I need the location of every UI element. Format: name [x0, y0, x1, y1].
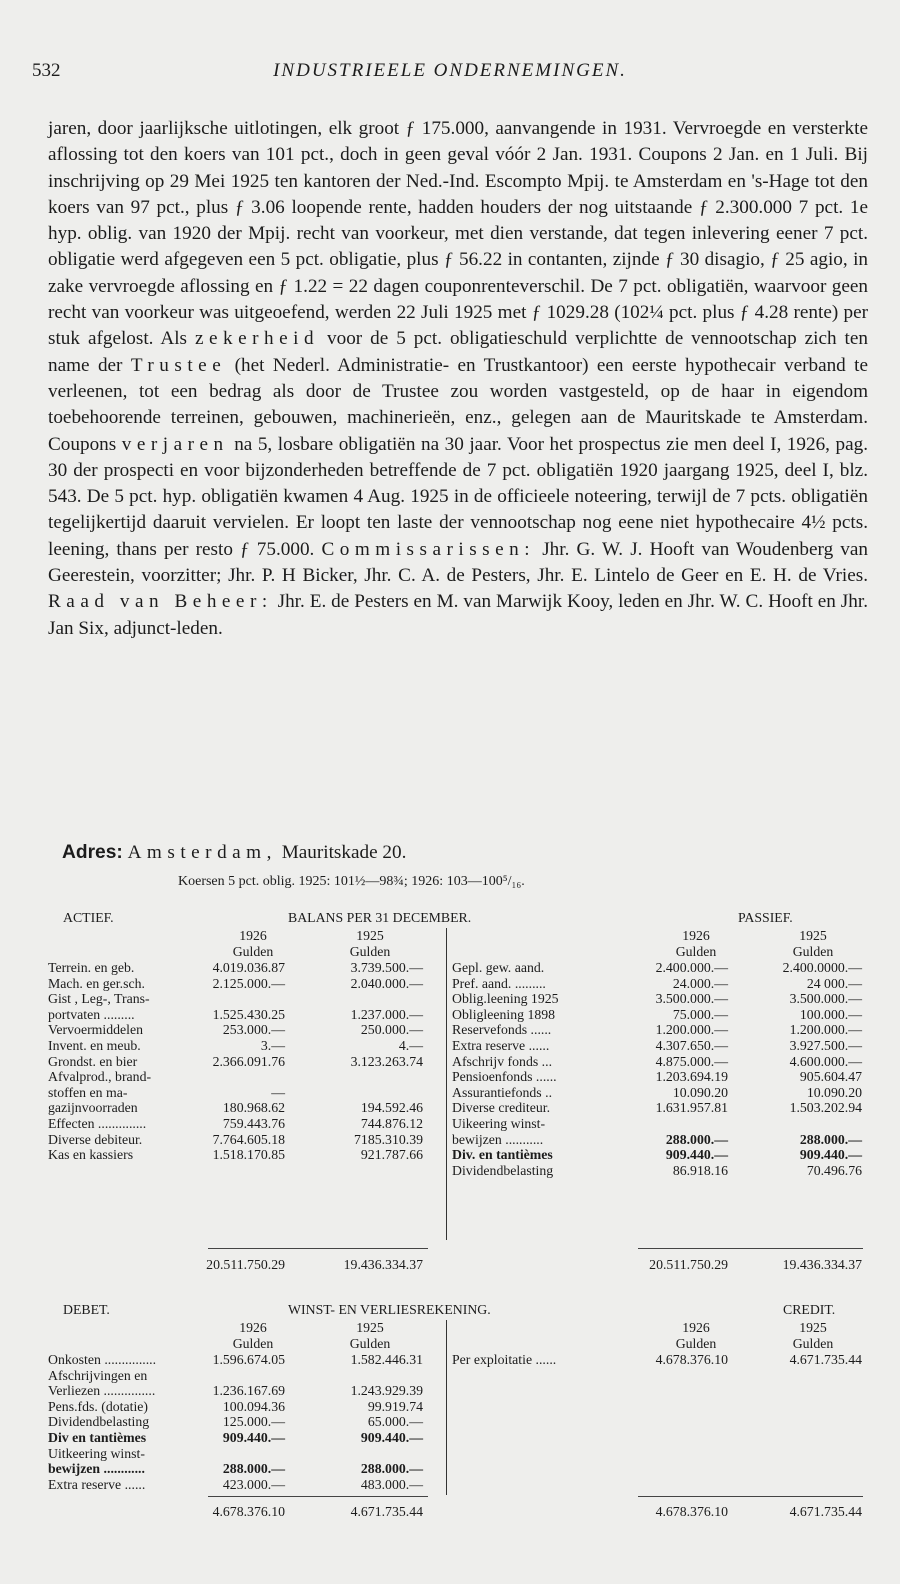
table-row-label: stoffen en ma- — [48, 1084, 128, 1100]
table-cell-value: 250.000.— — [360, 1022, 423, 1038]
table-cell-value: 483.000.— — [360, 1476, 423, 1492]
table-cell-value: 921.787.66 — [360, 1147, 423, 1163]
table-row-label: Gepl. gew. aand. — [452, 960, 545, 975]
table-row-label: Dividendbelasting — [452, 1162, 554, 1178]
year-column-header — [758, 928, 868, 959]
currency-label: Gulden — [349, 1335, 391, 1351]
table-cell-value: 3.500.000.— — [655, 991, 728, 1007]
page-header — [32, 60, 868, 90]
year-column-header — [646, 1320, 746, 1351]
table-cell-value: 909.440.— — [665, 1147, 728, 1163]
table-cell-value: 4.678.376.10 — [655, 1352, 728, 1367]
table-cell-value — [188, 991, 285, 1007]
year-column-header — [203, 928, 303, 959]
year-column-header — [320, 928, 420, 959]
credit-heading: CREDIT. — [783, 1302, 836, 1317]
table-cell-value: 99.919.74 — [367, 1398, 423, 1414]
spaced-term-trustee: Trustee — [130, 354, 227, 376]
actief-labels — [48, 960, 198, 1163]
table-cell-value — [738, 1116, 862, 1132]
table-cell-value: 1.243.929.39 — [350, 1383, 423, 1399]
body-text-5: Jhr. G. W. J. Hooft van Woudenberg van Geerestein, voorzitter; Jhr. P. H Bicker, Jhr. C. A. de Pesters, Jhr. E. Lintelo de Geer en E. H. de Vries. — [48, 538, 869, 587]
table-cell-value: 288.000.— — [360, 1461, 423, 1477]
table-cell-value: 75.000.— — [672, 1006, 728, 1022]
table-cell-value: 2.366.091.76 — [212, 1053, 285, 1069]
table-row-label: Uikeering winst- — [452, 1115, 546, 1131]
total-credit-1925: 4.671.735.44 — [789, 1504, 862, 1519]
year-column-header — [646, 928, 746, 959]
table-row-label: Diverse debiteur. — [48, 1131, 143, 1147]
table-cell-value: 909.440.— — [799, 1147, 862, 1163]
total-debet-1926: 4.678.376.10 — [212, 1504, 285, 1519]
total-rule-debet — [208, 1496, 428, 1497]
table-cell-value: 1.203.694.19 — [655, 1069, 728, 1085]
table-row-label: bewijzen ............ — [48, 1461, 145, 1477]
table-cell-value: 1.237.000.— — [350, 1006, 423, 1022]
spaced-term-verjaren: verjaren — [121, 433, 229, 455]
table-cell-value: 909.440.— — [222, 1429, 285, 1445]
table-row-label: bewijzen ........... — [452, 1131, 544, 1147]
table-row-label: Oblig.leening 1925 — [452, 991, 559, 1007]
table-cell-value: 2.125.000.— — [212, 975, 285, 991]
debet-1926-values — [188, 1352, 285, 1492]
table-cell-value: 10.090.20 — [806, 1084, 862, 1100]
table-cell-value — [308, 1446, 423, 1462]
table-row-label: Reservefonds ...... — [452, 1022, 552, 1038]
passief-1926-values — [603, 960, 728, 1178]
running-title: INDUSTRIEELE ONDERNEMINGEN. — [273, 60, 627, 81]
year-1925: 1925 — [799, 1320, 827, 1335]
table-cell-value: 1.518.170.85 — [212, 1147, 285, 1163]
spaced-term-raad-van-beheer: Raad van Beheer: — [48, 591, 273, 613]
column-divider — [446, 928, 447, 1240]
table-row-label: Assurantiefonds .. — [452, 1084, 553, 1100]
total-actief-1925: 19.436.334.37 — [343, 1257, 423, 1272]
spaced-term-commissarissen: Commissarissen: — [321, 538, 536, 560]
table-cell-value: 24 000.— — [806, 975, 862, 991]
total-rule-actief — [208, 1248, 428, 1249]
table-row-label: gazijnvoorraden — [48, 1100, 138, 1116]
total-rule-credit — [638, 1496, 863, 1497]
table-row-label: Onkosten ............... — [48, 1352, 157, 1367]
table-cell-value — [188, 1069, 285, 1085]
table-row-label: Pref. aand. ......... — [452, 975, 546, 991]
table-cell-value — [308, 1368, 423, 1384]
year-1925: 1925 — [799, 928, 827, 943]
body-text-1: jaren, door jaarlijksche uitlotingen, elk groot ƒ 175.000, aanvangende in 1931. Vervroegde en versterkte aflossing tot den koers van 101 pct., doch in geen geval vóór 2 Jan. 1931. Coupons 2 Jan. en 1 Juli. Bij inschrijving op 29 Mei 1925 ten kantoren der Ned.-Ind. Escompto Mpij. te Amsterdam en 's-Hage tot den koers van 97 pct., plus ƒ 3.06 loopende rente, hadden houders der nog uitstaande ƒ 2.300.000 7 pct. 1e hyp. oblig. van 1920 der Mpij. recht van voorkeur, met dien verstande, dat tegen inlevering eener 7 pct. obligatie werd afgegeven een 5 pct. obligatie, plus ƒ 56.22 in contanten, zijnde ƒ 30 disagio, ƒ 25 agio, in zake vervroegde aflossing en ƒ 1.22 = 22 dagen couponrenteverschil. De 7 pct. obligatiën, waarvoor geen recht van voorkeur was uitgeoefend, werden 22 Juli 1925 met ƒ 1029.28 (102¼ pct. plus ƒ 4.28 rente) per stuk afgelost. Als — [48, 118, 868, 350]
spaced-term-zekerheid: zekerheid — [194, 328, 320, 350]
currency-label: Gulden — [792, 1335, 834, 1351]
body-text-4: na 5, losbare obligatiën na 30 jaar. Voor het prospectus zie men deel I, 1926, pag. 30 der prospecti en voor bijzonderheden betreffende de 7 pct. obligatiën 1920 jaargang 1925, deel I, blz. 543. De 5 pct. hyp. obligatiën kwamen 4 Aug. 1925 in de officieele noteering, terwijl de 7 pcts. obligatiën tegelijkertijd daaruit vervielen. Er loopt ten laste der vennootschap nog eene niet hypothecaire 4½ pcts. leening, thans per resto ƒ 75.000. — [48, 433, 869, 560]
table-row-label: Mach. en ger.sch. — [48, 975, 145, 991]
currency-label: Gulden — [675, 943, 717, 959]
table-cell-value: 7.764.605.18 — [212, 1131, 285, 1147]
table-cell-value: 3.123.263.74 — [350, 1053, 423, 1069]
credit-labels — [452, 1352, 612, 1368]
table-cell-value: 1.200.000.— — [789, 1022, 862, 1038]
table-row-label: Gist , Leg-, Trans- — [48, 991, 150, 1007]
balance-title: BALANS PER 31 DECEMBER. — [288, 910, 472, 925]
table-row-label: Diverse crediteur. — [452, 1100, 551, 1116]
table-cell-value: 4.875.000.— — [655, 1053, 728, 1069]
table-cell-value — [603, 1116, 728, 1132]
table-cell-value: 100.000.— — [799, 1006, 862, 1022]
table-row-label: Div en tantièmes — [48, 1429, 147, 1445]
table-cell-value: — — [271, 1084, 285, 1100]
year-1926: 1926 — [239, 928, 267, 943]
year-1925: 1925 — [356, 1320, 384, 1335]
address-line — [62, 842, 406, 864]
body-text-2: voor de 5 pct. obligatieschuld verplichtte de vennootschap zich ten name der — [48, 328, 868, 376]
total-debet-1925: 4.671.735.44 — [350, 1504, 423, 1519]
passief-labels — [452, 960, 602, 1178]
table-cell-value: 905.604.47 — [799, 1069, 862, 1085]
table-cell-value: 4.019.036.87 — [212, 960, 285, 975]
table-cell-value: 3.— — [260, 1037, 285, 1053]
table-cell-value: 1.582.446.31 — [350, 1352, 423, 1367]
table-row-label: Effecten .............. — [48, 1115, 147, 1131]
address-label: Adres: — [62, 842, 123, 863]
body-text-3: (het Nederl. Administratie- en Trustkantoor) een eerste hypothecair verband te verleenen, tot een bedrag als door de Trustee zou worden vastgesteld, op de haar in eigendom toebehoorende terreinen, gebouwen, machinerieën, enz., gelegen aan de Mauritskade te Amsterdam. Coupons — [48, 354, 869, 455]
column-divider — [446, 1320, 447, 1495]
table-cell-value: 3.927.500.— — [789, 1037, 862, 1053]
table-cell-value: 1.631.957.81 — [655, 1100, 728, 1116]
body-text-6: Jhr. E. de Pesters en M. van Marwijk Kooy, leden en Jhr. W. C. Hooft en Jhr. Jan Six, adjunct-leden. — [48, 591, 868, 639]
table-cell-value: 10.090.20 — [672, 1084, 728, 1100]
table-row-label: Per exploitatie ...... — [452, 1352, 557, 1367]
table-cell-value — [188, 1368, 285, 1384]
balance-sheet — [48, 910, 868, 1290]
table-cell-value: 4.307.650.— — [655, 1037, 728, 1053]
table-cell-value — [308, 991, 423, 1007]
table-row-label: Terrein. en geb. — [48, 960, 135, 975]
table-cell-value: 1.596.674.05 — [212, 1352, 285, 1367]
table-cell-value: 3.739.500.— — [350, 960, 423, 975]
year-column-header — [758, 1320, 868, 1351]
table-row-label: Grondst. en bier — [48, 1053, 138, 1069]
table-cell-value: 7185.310.39 — [354, 1131, 423, 1147]
koersen-line: Koersen 5 pct. oblig. 1925: 101½—98¾; 1926: 103—100⁵/₁₆. — [178, 874, 525, 889]
address-street: Mauritskade 20. — [281, 842, 407, 863]
page-number: 532 — [32, 60, 61, 81]
table-cell-value: 86.918.16 — [672, 1162, 728, 1178]
table-row-label: Pens.fds. (dotatie) — [48, 1398, 149, 1414]
table-cell-value: 1.200.000.— — [655, 1022, 728, 1038]
table-cell-value: 909.440.— — [360, 1429, 423, 1445]
table-cell-value — [188, 1446, 285, 1462]
total-passief-1925: 19.436.334.37 — [782, 1257, 862, 1272]
debet-heading: DEBET. — [63, 1302, 110, 1317]
table-row-label: Uitkeering winst- — [48, 1445, 145, 1461]
table-cell-value: 194.592.46 — [360, 1100, 423, 1116]
table-row-label: Afvalprod., brand- — [48, 1069, 152, 1085]
actief-1925-values — [308, 960, 423, 1163]
year-1925: 1925 — [356, 928, 384, 943]
table-cell-value: 1.503.202.94 — [789, 1100, 862, 1116]
address-city: Amsterdam, — [127, 842, 277, 863]
total-credit-1926: 4.678.376.10 — [655, 1504, 728, 1519]
total-actief-1926: 20.511.750.29 — [206, 1257, 285, 1272]
table-row-label: Obligleening 1898 — [452, 1006, 556, 1022]
table-cell-value: 1.525.430.25 — [212, 1006, 285, 1022]
table-row-label: Afschrijvingen en — [48, 1367, 148, 1383]
table-cell-value: 2.400.000.— — [655, 960, 728, 975]
currency-label: Gulden — [675, 1335, 717, 1351]
body-paragraph — [48, 116, 868, 642]
actief-heading: ACTIEF. — [63, 910, 114, 925]
currency-label: Gulden — [349, 943, 391, 959]
profit-loss-title: WINST- EN VERLIESREKENING. — [288, 1302, 491, 1317]
table-cell-value — [308, 1069, 423, 1085]
actief-1926-values — [188, 960, 285, 1163]
year-column-header — [320, 1320, 420, 1351]
table-cell-value: 70.496.76 — [806, 1162, 862, 1178]
debet-1925-values — [308, 1352, 423, 1492]
table-cell-value: 24.000.— — [672, 975, 728, 991]
credit-1925-values — [738, 1352, 862, 1368]
currency-label: Gulden — [792, 943, 834, 959]
table-row-label: Afschrijv fonds ... — [452, 1053, 553, 1069]
total-rule-passief — [638, 1248, 863, 1249]
table-cell-value: 3.500.000.— — [789, 991, 862, 1007]
table-cell-value — [308, 1085, 423, 1101]
passief-heading: PASSIEF. — [738, 910, 793, 925]
table-cell-value: 744.876.12 — [360, 1115, 423, 1131]
table-cell-value: 125.000.— — [222, 1414, 285, 1430]
year-1926: 1926 — [682, 928, 710, 943]
table-cell-value: 288.000.— — [222, 1461, 285, 1477]
passief-1925-values — [738, 960, 862, 1178]
debet-labels — [48, 1352, 208, 1492]
table-cell-value: 65.000.— — [367, 1414, 423, 1430]
currency-label: Gulden — [232, 1335, 274, 1351]
table-row-label: portvaten ......... — [48, 1006, 135, 1022]
table-cell-value: 1.236.167.69 — [212, 1383, 285, 1399]
total-passief-1926: 20.511.750.29 — [649, 1257, 728, 1272]
table-row-label: Extra reserve ...... — [48, 1476, 146, 1492]
year-column-header — [203, 1320, 303, 1351]
table-cell-value: 288.000.— — [799, 1131, 862, 1147]
table-row-label: Div. en tantièmes — [452, 1147, 553, 1163]
table-row-label: Kas en kassiers — [48, 1147, 134, 1163]
credit-1926-values — [603, 1352, 728, 1368]
table-cell-value: 253.000.— — [222, 1022, 285, 1038]
table-row-label: Verliezen ............... — [48, 1383, 156, 1399]
table-cell-value: 2.040.000.— — [350, 975, 423, 991]
profit-loss-header — [48, 1302, 868, 1319]
year-1926: 1926 — [682, 1320, 710, 1335]
table-cell-value: 4.— — [398, 1037, 423, 1053]
year-1926: 1926 — [239, 1320, 267, 1335]
table-cell-value: 4.600.000.— — [789, 1053, 862, 1069]
table-cell-value: 2.400.0000.— — [782, 960, 862, 975]
table-cell-value: 759.443.76 — [222, 1115, 285, 1131]
table-cell-value: 100.094.36 — [222, 1398, 285, 1414]
table-cell-value: 4.671.735.44 — [789, 1352, 862, 1367]
profit-loss-account — [48, 1302, 868, 1542]
table-row-label: Pensioenfonds ...... — [452, 1069, 557, 1085]
table-cell-value: 180.968.62 — [222, 1100, 285, 1116]
balance-sheet-header — [48, 910, 868, 927]
table-row-label: Extra reserve ...... — [452, 1037, 550, 1053]
table-row-label: Vervoermiddelen — [48, 1022, 144, 1038]
table-row-label: Invent. en meub. — [48, 1037, 141, 1053]
table-cell-value: 423.000.— — [222, 1476, 285, 1492]
table-row-label: Dividendbelasting — [48, 1414, 150, 1430]
table-cell-value: 288.000.— — [665, 1131, 728, 1147]
currency-label: Gulden — [232, 943, 274, 959]
